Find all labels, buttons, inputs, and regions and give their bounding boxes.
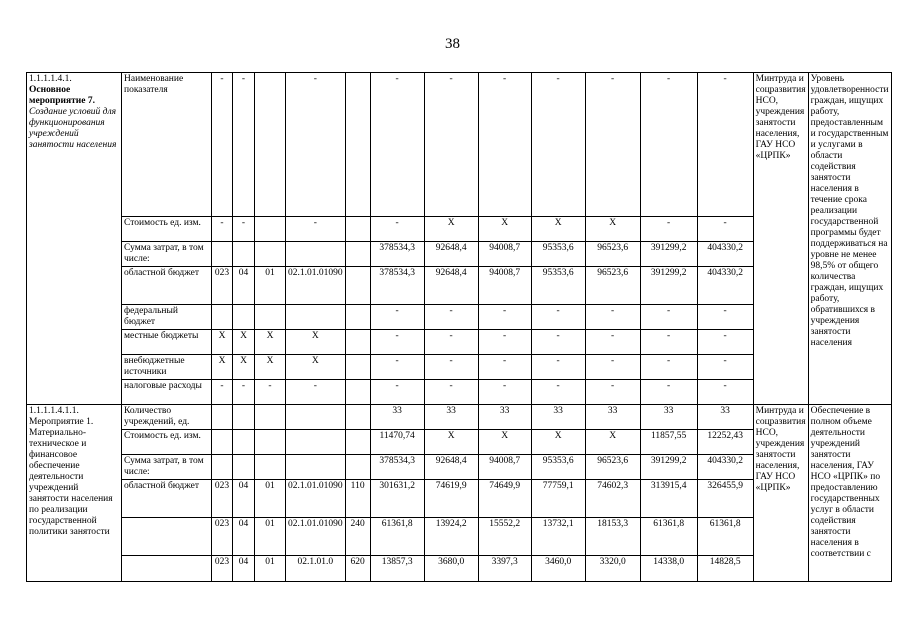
value-cell: 94008,7 xyxy=(478,455,531,480)
value-cell: - xyxy=(478,355,531,380)
value-cell: X xyxy=(585,430,640,455)
value-cell: X xyxy=(478,217,531,242)
value-cell: 61361,8 xyxy=(697,518,753,556)
value-cell: 14828,5 xyxy=(697,556,753,582)
budget-code-cell xyxy=(286,405,346,430)
value-cell: - xyxy=(585,380,640,405)
value-cell: 74602,3 xyxy=(585,480,640,518)
budget-code-cell: 02.1.01.01090 xyxy=(286,480,346,518)
indicator-name: местные бюджеты xyxy=(122,330,212,355)
budget-code-cell xyxy=(345,355,370,380)
activity-title: Основное мероприятие 7. xyxy=(29,85,95,106)
value-cell: 95353,6 xyxy=(531,455,585,480)
value-cell: - xyxy=(478,330,531,355)
budget-code-cell: 110 xyxy=(345,480,370,518)
indicator-name xyxy=(122,556,212,582)
value-cell: - xyxy=(697,355,753,380)
value-cell: 33 xyxy=(531,405,585,430)
value-cell: 33 xyxy=(424,405,478,430)
executor-cell: Минтруда и соцразвития НСО, учреждения занятости населения, ГАУ НСО «ЦРПК» xyxy=(753,405,808,582)
budget-code-cell xyxy=(345,73,370,217)
budget-code-cell: 02.1.01.01090 xyxy=(286,267,346,305)
budget-code-cell xyxy=(345,305,370,330)
budget-code-cell xyxy=(345,267,370,305)
value-cell: - xyxy=(640,330,697,355)
result-cell: Уровень удовлетворенности граждан, ищущих работу, предоставленным и государственным и услугами в области содействия занятости населения в течение срока реализации государственной программы будет поддерживаться на уровне не менее 98,5% от общего количества граждан, ищущих работу, обратившихся в учреждения занятости населения xyxy=(808,73,891,405)
budget-code-cell: X xyxy=(233,330,255,355)
value-cell: - xyxy=(478,380,531,405)
indicator-name: Сумма затрат, в том числе: xyxy=(122,242,212,267)
value-cell: 15552,2 xyxy=(478,518,531,556)
budget-code-cell: - xyxy=(233,380,255,405)
value-cell: 391299,2 xyxy=(640,455,697,480)
value-cell: - xyxy=(640,73,697,217)
budget-code-cell: 04 xyxy=(233,267,255,305)
budget-code-cell: 620 xyxy=(345,556,370,582)
budget-code-cell: 240 xyxy=(345,518,370,556)
value-cell: - xyxy=(585,330,640,355)
value-cell: 13924,2 xyxy=(424,518,478,556)
value-cell: - xyxy=(640,305,697,330)
value-cell: 94008,7 xyxy=(478,242,531,267)
budget-code-cell: 01 xyxy=(255,556,286,582)
budget-code-cell: 04 xyxy=(233,556,255,582)
budget-code-cell xyxy=(255,455,286,480)
budget-code-cell xyxy=(233,455,255,480)
budget-code-cell: X xyxy=(286,330,346,355)
budget-code-cell xyxy=(345,405,370,430)
budget-code-cell xyxy=(233,430,255,455)
budget-code-cell xyxy=(345,330,370,355)
indicator-name: Количество учреждений, ед. xyxy=(122,405,212,430)
budget-code-cell xyxy=(255,242,286,267)
budget-code-cell: 023 xyxy=(212,480,233,518)
budget-code-cell: X xyxy=(212,330,233,355)
activity-subtitle: Создание условий для функционирования учреждений занятости населения xyxy=(29,107,117,150)
value-cell: 18153,3 xyxy=(585,518,640,556)
budget-code-cell xyxy=(255,405,286,430)
budget-code-cell: - xyxy=(212,217,233,242)
value-cell: - xyxy=(370,330,424,355)
budget-code-cell: X xyxy=(255,330,286,355)
value-cell: 378534,3 xyxy=(370,267,424,305)
value-cell: 14338,0 xyxy=(640,556,697,582)
value-cell: 326455,9 xyxy=(697,480,753,518)
indicator-name: Стоимость ед. изм. xyxy=(122,430,212,455)
value-cell: 74619,9 xyxy=(424,480,478,518)
budget-code-cell xyxy=(212,430,233,455)
value-cell: - xyxy=(531,380,585,405)
indicator-name: областной бюджет xyxy=(122,267,212,305)
value-cell: 74649,9 xyxy=(478,480,531,518)
budget-code-cell xyxy=(233,242,255,267)
value-cell: - xyxy=(697,305,753,330)
budget-code-cell: X xyxy=(286,355,346,380)
value-cell: - xyxy=(424,305,478,330)
value-cell: - xyxy=(697,73,753,217)
budget-code-cell: - xyxy=(255,380,286,405)
value-cell: - xyxy=(697,380,753,405)
value-cell: - xyxy=(531,73,585,217)
value-cell: 3320,0 xyxy=(585,556,640,582)
budget-code-cell: 02.1.01.01090 xyxy=(286,518,346,556)
activity-title: Мероприятие 1. Материально-техническое и финансовое обеспечение деятельности учреждений занятости населения по реализации государственной политики занятости xyxy=(29,417,113,537)
activity-cell xyxy=(27,405,122,582)
value-cell: 61361,8 xyxy=(640,518,697,556)
result-cell: Обеспечение в полном объеме деятельности учреждений занятости населения, ГАУ НСО «ЦРПК» по предоставлению государственных услуг в области содействия занятости населения в соответствии с xyxy=(808,405,891,582)
value-cell: 13732,1 xyxy=(531,518,585,556)
value-cell: - xyxy=(478,73,531,217)
value-cell: X xyxy=(478,430,531,455)
value-cell: 33 xyxy=(697,405,753,430)
value-cell: 95353,6 xyxy=(531,267,585,305)
budget-code-cell: X xyxy=(212,355,233,380)
value-cell: 61361,8 xyxy=(370,518,424,556)
value-cell: - xyxy=(640,217,697,242)
budget-code-cell: 04 xyxy=(233,480,255,518)
activity-cell xyxy=(27,73,122,405)
budget-code-cell xyxy=(212,305,233,330)
budget-code-cell xyxy=(286,242,346,267)
budget-code-cell xyxy=(233,305,255,330)
value-cell: 92648,4 xyxy=(424,455,478,480)
budget-code-cell xyxy=(233,405,255,430)
value-cell: 92648,4 xyxy=(424,242,478,267)
activity-code: 1.1.1.1.4.1. xyxy=(29,74,72,84)
indicator-name: Стоимость ед. изм. xyxy=(122,217,212,242)
value-cell: - xyxy=(531,305,585,330)
budget-code-cell: - xyxy=(212,73,233,217)
value-cell: 96523,6 xyxy=(585,455,640,480)
budget-code-cell xyxy=(212,405,233,430)
value-cell: - xyxy=(424,73,478,217)
budget-code-cell xyxy=(345,217,370,242)
budget-code-cell: 023 xyxy=(212,267,233,305)
budget-code-cell: 02.1.01.0 xyxy=(286,556,346,582)
value-cell: - xyxy=(424,355,478,380)
budget-code-cell xyxy=(345,430,370,455)
table-row xyxy=(27,73,892,217)
budget-code-cell xyxy=(212,455,233,480)
budget-code-cell: 01 xyxy=(255,518,286,556)
value-cell: 12252,43 xyxy=(697,430,753,455)
value-cell: 33 xyxy=(585,405,640,430)
value-cell: 404330,2 xyxy=(697,267,753,305)
budget-code-cell xyxy=(286,305,346,330)
value-cell: - xyxy=(697,330,753,355)
value-cell: - xyxy=(478,305,531,330)
indicator-name: Наименование показателя xyxy=(122,73,212,217)
value-cell: - xyxy=(585,305,640,330)
value-cell: 77759,1 xyxy=(531,480,585,518)
value-cell: 92648,4 xyxy=(424,267,478,305)
value-cell: 378534,3 xyxy=(370,455,424,480)
value-cell: 11857,55 xyxy=(640,430,697,455)
value-cell: - xyxy=(531,355,585,380)
indicator-name: налоговые расходы xyxy=(122,380,212,405)
value-cell: - xyxy=(424,330,478,355)
value-cell: X xyxy=(585,217,640,242)
budget-code-cell xyxy=(345,242,370,267)
indicator-name xyxy=(122,518,212,556)
value-cell: - xyxy=(370,217,424,242)
value-cell: - xyxy=(697,217,753,242)
indicator-name: федеральный бюджет xyxy=(122,305,212,330)
value-cell: 96523,6 xyxy=(585,242,640,267)
budget-code-cell: - xyxy=(233,217,255,242)
value-cell: 404330,2 xyxy=(697,242,753,267)
value-cell: 96523,6 xyxy=(585,267,640,305)
value-cell: 3680,0 xyxy=(424,556,478,582)
value-cell: 378534,3 xyxy=(370,242,424,267)
budget-code-cell xyxy=(345,380,370,405)
budget-code-cell xyxy=(255,217,286,242)
value-cell: X xyxy=(531,430,585,455)
budget-code-cell: 04 xyxy=(233,518,255,556)
value-cell: - xyxy=(424,380,478,405)
value-cell: - xyxy=(370,73,424,217)
value-cell: - xyxy=(370,355,424,380)
value-cell: 33 xyxy=(370,405,424,430)
value-cell: - xyxy=(531,330,585,355)
budget-code-cell xyxy=(286,455,346,480)
value-cell: 301631,2 xyxy=(370,480,424,518)
budget-code-cell xyxy=(255,305,286,330)
value-cell: X xyxy=(424,430,478,455)
value-cell: - xyxy=(640,380,697,405)
budget-code-cell xyxy=(345,455,370,480)
budget-code-cell: 01 xyxy=(255,480,286,518)
page-number: 38 xyxy=(445,36,460,52)
indicator-name: областной бюджет xyxy=(122,480,212,518)
value-cell: 94008,7 xyxy=(478,267,531,305)
value-cell: - xyxy=(370,380,424,405)
budget-code-cell: X xyxy=(233,355,255,380)
budget-table xyxy=(26,72,892,582)
value-cell: - xyxy=(585,73,640,217)
value-cell: 3460,0 xyxy=(531,556,585,582)
value-cell: 313915,4 xyxy=(640,480,697,518)
budget-code-cell: - xyxy=(286,73,346,217)
budget-code-cell: 023 xyxy=(212,518,233,556)
budget-code-cell: 01 xyxy=(255,267,286,305)
table-row xyxy=(27,405,892,430)
value-cell: - xyxy=(370,305,424,330)
budget-code-cell: - xyxy=(286,380,346,405)
value-cell: 95353,6 xyxy=(531,242,585,267)
value-cell: 33 xyxy=(478,405,531,430)
budget-code-cell: - xyxy=(212,380,233,405)
budget-code-cell xyxy=(255,73,286,217)
value-cell: 3397,3 xyxy=(478,556,531,582)
value-cell: - xyxy=(585,355,640,380)
budget-code-cell: 023 xyxy=(212,556,233,582)
budget-code-cell xyxy=(286,430,346,455)
executor-cell: Минтруда и соцразвития НСО, учреждения занятости населения, ГАУ НСО «ЦРПК» xyxy=(753,73,808,405)
budget-code-cell: - xyxy=(286,217,346,242)
budget-code-cell: - xyxy=(233,73,255,217)
value-cell: 391299,2 xyxy=(640,267,697,305)
value-cell: - xyxy=(640,355,697,380)
activity-code: 1.1.1.1.4.1.1. xyxy=(29,406,79,416)
indicator-name: Сумма затрат, в том числе: xyxy=(122,455,212,480)
budget-code-cell: X xyxy=(255,355,286,380)
value-cell: X xyxy=(531,217,585,242)
indicator-name: внебюджетные источники xyxy=(122,355,212,380)
value-cell: X xyxy=(424,217,478,242)
value-cell: 404330,2 xyxy=(697,455,753,480)
value-cell: 11470,74 xyxy=(370,430,424,455)
budget-code-cell xyxy=(255,430,286,455)
budget-code-cell xyxy=(212,242,233,267)
value-cell: 13857,3 xyxy=(370,556,424,582)
value-cell: 33 xyxy=(640,405,697,430)
value-cell: 391299,2 xyxy=(640,242,697,267)
